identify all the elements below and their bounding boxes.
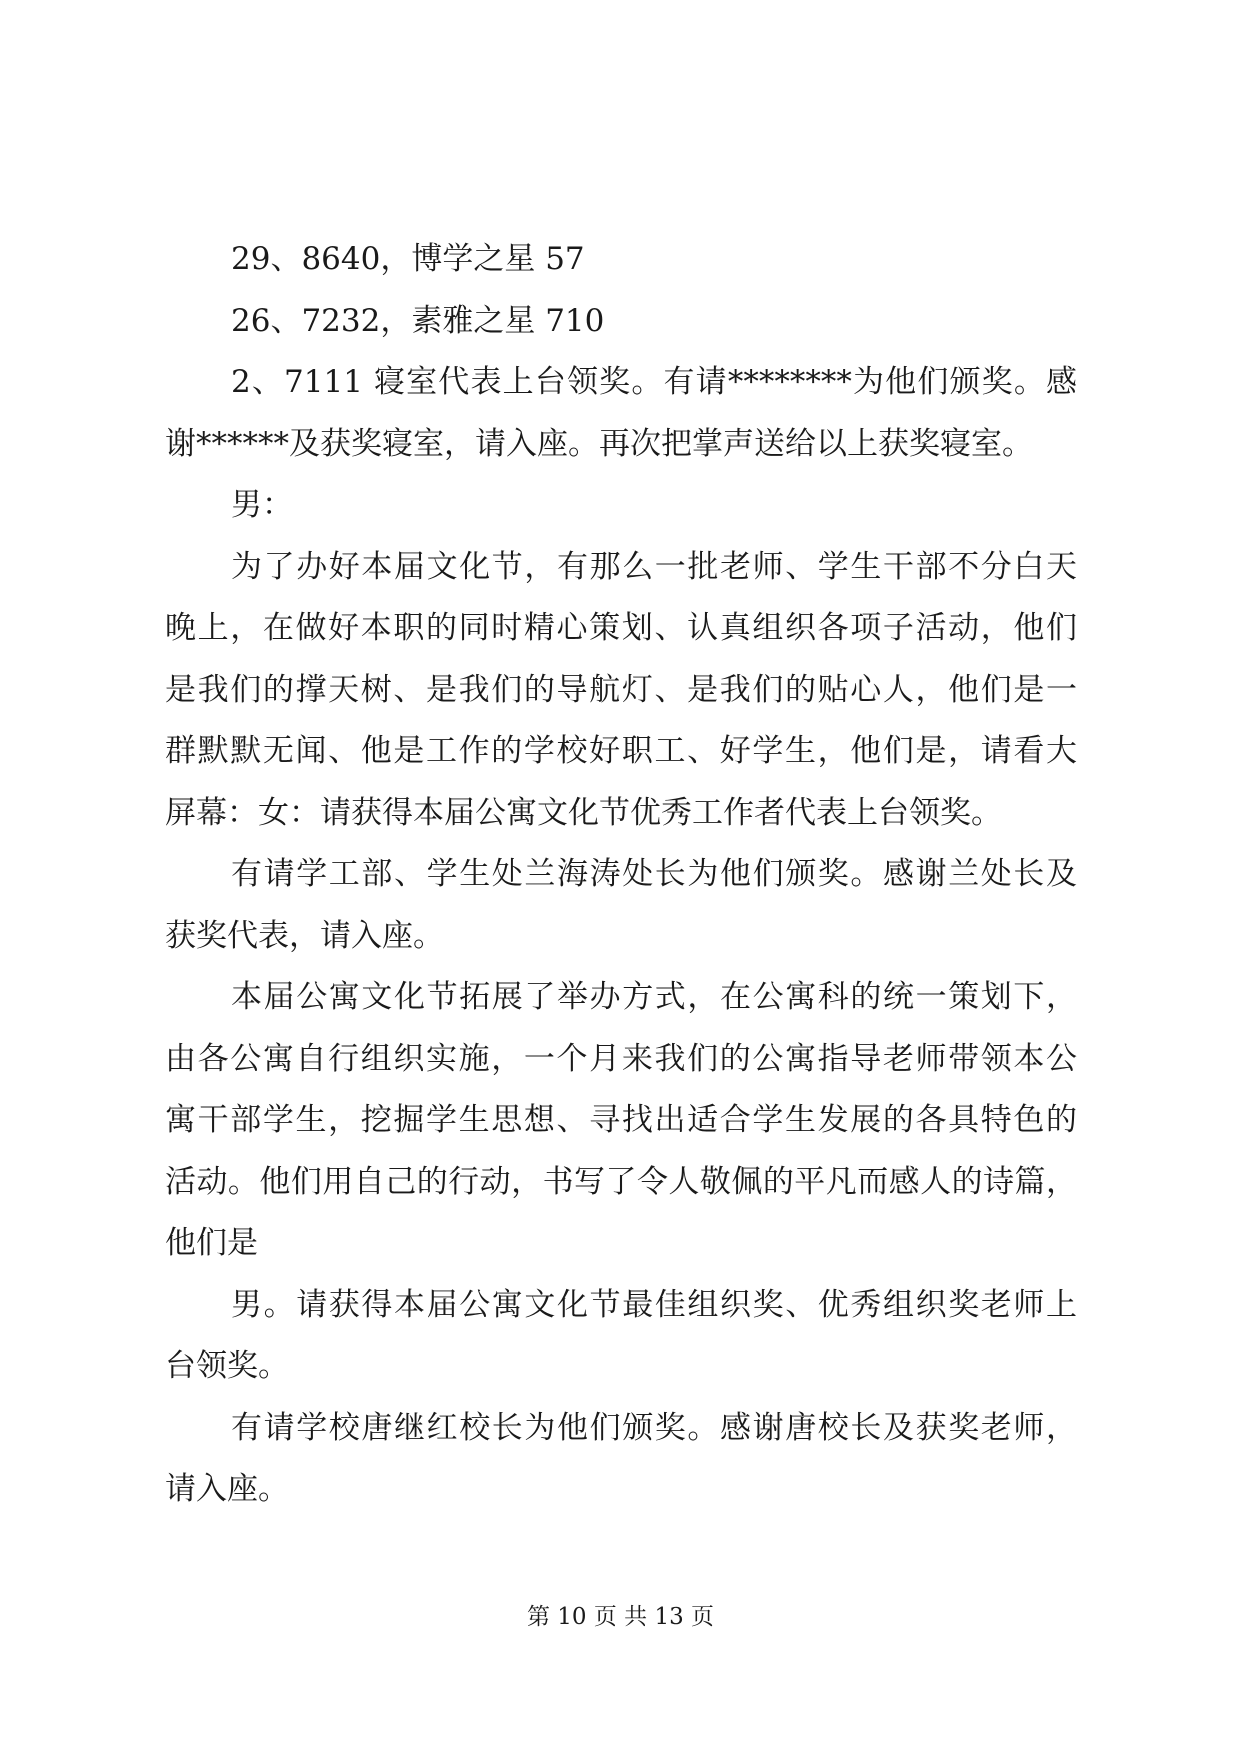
text-line: 屏幕：女：请获得本届公寓文化节优秀工作者代表上台领奖。 (165, 794, 1002, 831)
text-line: 获奖代表，请入座。 (165, 917, 444, 954)
paragraph (165, 352, 1077, 475)
text-line: 本届公寓文化节拓展了举办方式，在公寓科的统一策划下， (231, 979, 1077, 1015)
text-line: 男： (231, 487, 293, 523)
text-line: 为了办好本届文化节，有那么一批老师、学生干部不分白天 (231, 548, 1077, 585)
text-line: 请入座。 (165, 1471, 289, 1507)
paragraph (165, 1275, 1077, 1398)
text-line: 男。请获得本届公寓文化节最佳组织奖、优秀组织奖老师上 (231, 1286, 1077, 1323)
text-line: 晚上，在做好本职的同时精心策划、认真组织各项子活动，他们 (165, 610, 1077, 646)
text-line: 寓干部学生，挖掘学生思想、寻找出适合学生发展的各具特色的 (165, 1102, 1077, 1138)
paragraph (165, 291, 1077, 353)
text-line: 有请学校唐继红校长为他们颁奖。感谢唐校长及获奖老师， (231, 1409, 1077, 1446)
text-line: 台领奖。 (165, 1348, 289, 1384)
paragraph (165, 229, 1077, 291)
text-line: 谢******及获奖寝室，请入座。再次把掌声送给以上获奖寝室。 (165, 425, 1033, 462)
text-line: 活动。他们用自己的行动，书写了令人敬佩的平凡而感人的诗篇， (165, 1163, 1077, 1200)
text-line: 有请学工部、学生处兰海涛处长为他们颁奖。感谢兰处长及 (231, 856, 1077, 892)
paragraph (165, 537, 1077, 845)
text-line: 2、7111 寝室代表上台领奖。有请********为他们颁奖。感 (231, 364, 1077, 400)
text-line: 29、8640，博学之星 57 (231, 241, 585, 277)
paragraph (165, 967, 1077, 1275)
text-line: 由各公寓自行组织实施，一个月来我们的公寓指导老师带领本公 (165, 1040, 1077, 1077)
paragraph (165, 844, 1077, 967)
text-line: 他们是 (165, 1225, 258, 1261)
text-line: 是我们的撑天树、是我们的导航灯、是我们的贴心人，他们是一 (165, 671, 1077, 708)
document-body (165, 229, 1077, 1521)
page-footer: 第 10 页 共 13 页 (526, 1604, 715, 1630)
text-line: 26、7232，素雅之星 710 (231, 302, 605, 339)
paragraph (165, 1398, 1077, 1521)
paragraph (165, 475, 1077, 537)
text-line: 群默默无闻、他是工作的学校好职工、好学生，他们是，请看大 (165, 733, 1077, 769)
